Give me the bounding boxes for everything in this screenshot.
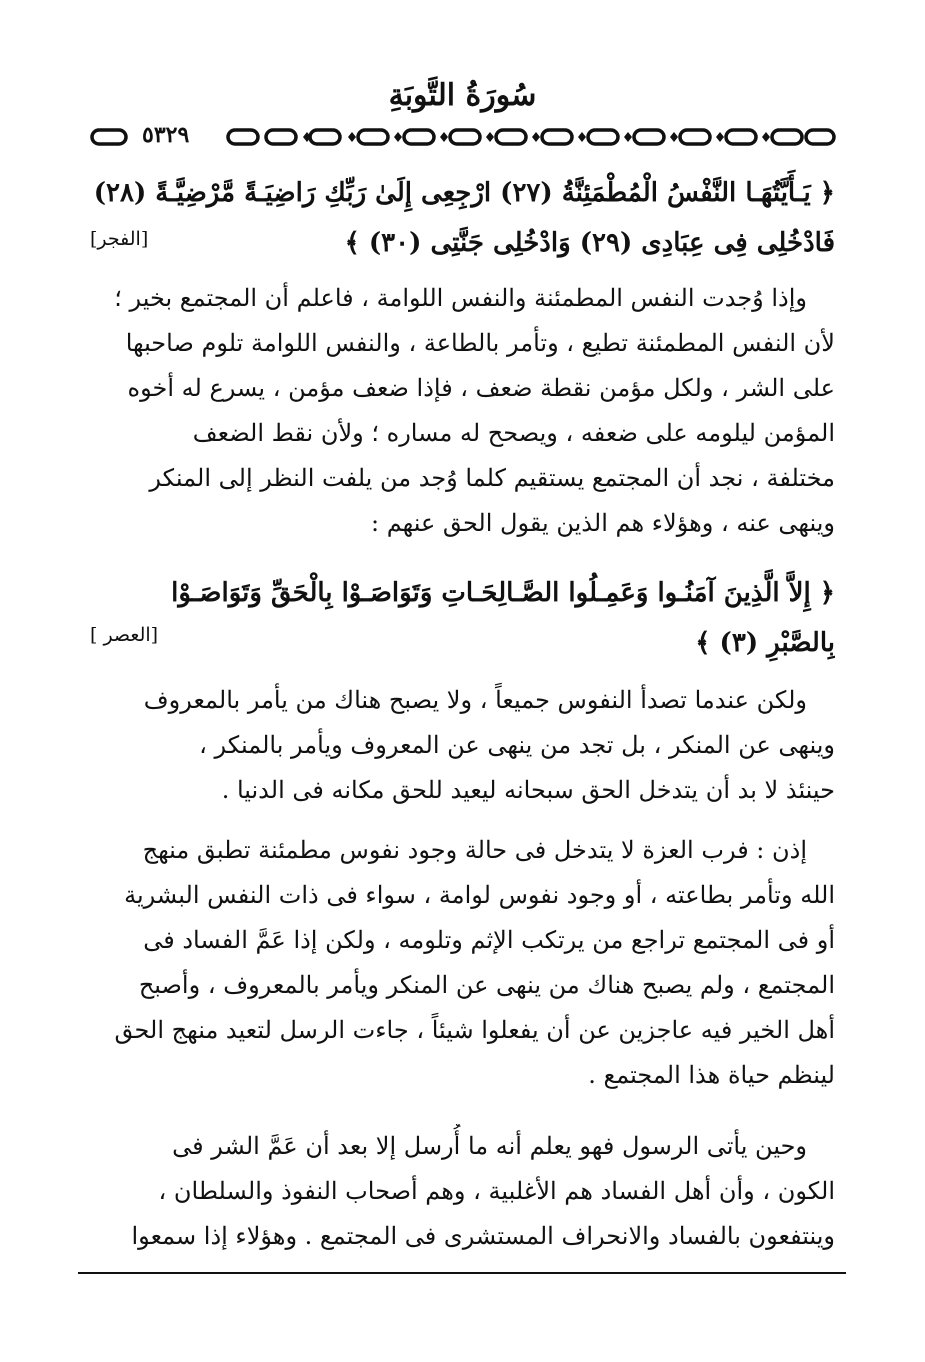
text-line: وينهى عن المنكر ، بل تجد من ينهى عن المعروف ويأمر بالمنكر ، <box>199 731 835 759</box>
text-line: حينئذ لا بد أن يتدخل الحق سبحانه ليعيد للحق مكانه فى الدنيا . <box>221 776 835 804</box>
text-line: المجتمع ، ولم يصبح هناك من ينهى عن المنكر ويأمر بالمعروف ، وأصبح <box>138 971 835 999</box>
text-line: لينظم حياة هذا المجتمع . <box>588 1061 835 1089</box>
text-line: الله وتأمر بطاعته ، أو وجود نفوس لوامة ، سواء فى ذات النفس البشرية <box>124 881 835 909</box>
text-line: وينتفعون بالفساد والانحراف المستشرى فى المجتمع . وهؤلاء إذا سمعوا <box>131 1222 835 1250</box>
footer-divider <box>78 1272 846 1274</box>
text-line: على الشر ، ولكل مؤمن نقطة ضعف ، فإذا ضعف مؤمن ، يسرع له أخوه <box>127 374 835 402</box>
verse-reference: [العصر ] <box>90 624 159 646</box>
text-line: أهل الخير فيه عاجزين عن أن يفعلوا شيئاً ، جاءت الرسل لتعيد منهج الحق <box>114 1016 835 1044</box>
paragraph <box>90 678 835 813</box>
surah-title: سُورَةُ التَّوبَةِ <box>388 78 537 113</box>
verse-line: ﴿ إِلاَّ الَّذِينَ آمَنُـوا وَعَمِـلُوا الصَّـالِحَـاتِ وَتَوَاصَـوْا بِالْحَقِّ وَتَوَاصَـوْا <box>171 578 835 608</box>
verse-line: ﴿ يَـأَيَّتُهَـا النَّفْسُ الْمُطْمَئِنَّةُ (٢٧) ارْجِعِى إِلَىٰ رَبِّكِ رَاضِيَـةً مَّرْضِيَّـةً (٢٨) <box>93 178 835 208</box>
text-line: لأن النفس المطمئنة تطيع ، وتأمر بالطاعة ، والنفس اللوامة تلوم صاحبها <box>125 329 835 357</box>
text-line: إذن : فرب العزة لا يتدخل فى حالة وجود نفوس مطمئنة تطبق منهج <box>142 836 807 864</box>
text-line: وإذا وُجدت النفس المطمئنة والنفس اللوامة ، فاعلم أن المجتمع بخير ؛ <box>114 284 807 312</box>
text-line: ولكن عندما تصدأ النفوس جميعاً ، ولا يصبح هناك من يأمر بالمعروف <box>143 686 807 714</box>
verse-line: بِالصَّبْرِ (٣) ﴾ <box>695 628 835 658</box>
text-line: وحين يأتى الرسول فهو يعلم أنه ما أُرسل إلا بعد أن عَمَّ الشر فى <box>172 1132 807 1160</box>
page-number: ٥٣٢٩ <box>138 122 193 148</box>
quran-verse-asr <box>90 568 835 668</box>
paragraph <box>90 1124 835 1259</box>
decorative-border <box>88 124 838 150</box>
paragraph <box>90 828 835 1098</box>
verse-reference: [الفجر] <box>90 228 149 250</box>
paragraph <box>90 276 835 546</box>
text-line: المؤمن ليلومه على ضعفه ، ويصحح له مساره ؛ ولأن نقط الضعف <box>192 419 835 447</box>
text-line: أو فى المجتمع تراجع من يرتكب الإثم وتلومه ، ولكن إذا عَمَّ الفساد فى <box>143 926 835 954</box>
verse-line: فَادْخُلِى فِى عِبَادِى (٢٩) وَادْخُلِى جَنَّتِى (٣٠) ﴾ <box>344 228 835 258</box>
text-line: وينهى عنه ، وهؤلاء هم الذين يقول الحق عنهم : <box>370 509 835 537</box>
quran-verse-fajr <box>90 168 835 268</box>
text-line: مختلفة ، نجد أن المجتمع يستقيم كلما وُجد من يلفت النظر إلى المنكر <box>149 464 835 492</box>
text-line: الكون ، وأن أهل الفساد هم الأغلبية ، وهم أصحاب النفوذ والسلطان ، <box>158 1177 835 1205</box>
